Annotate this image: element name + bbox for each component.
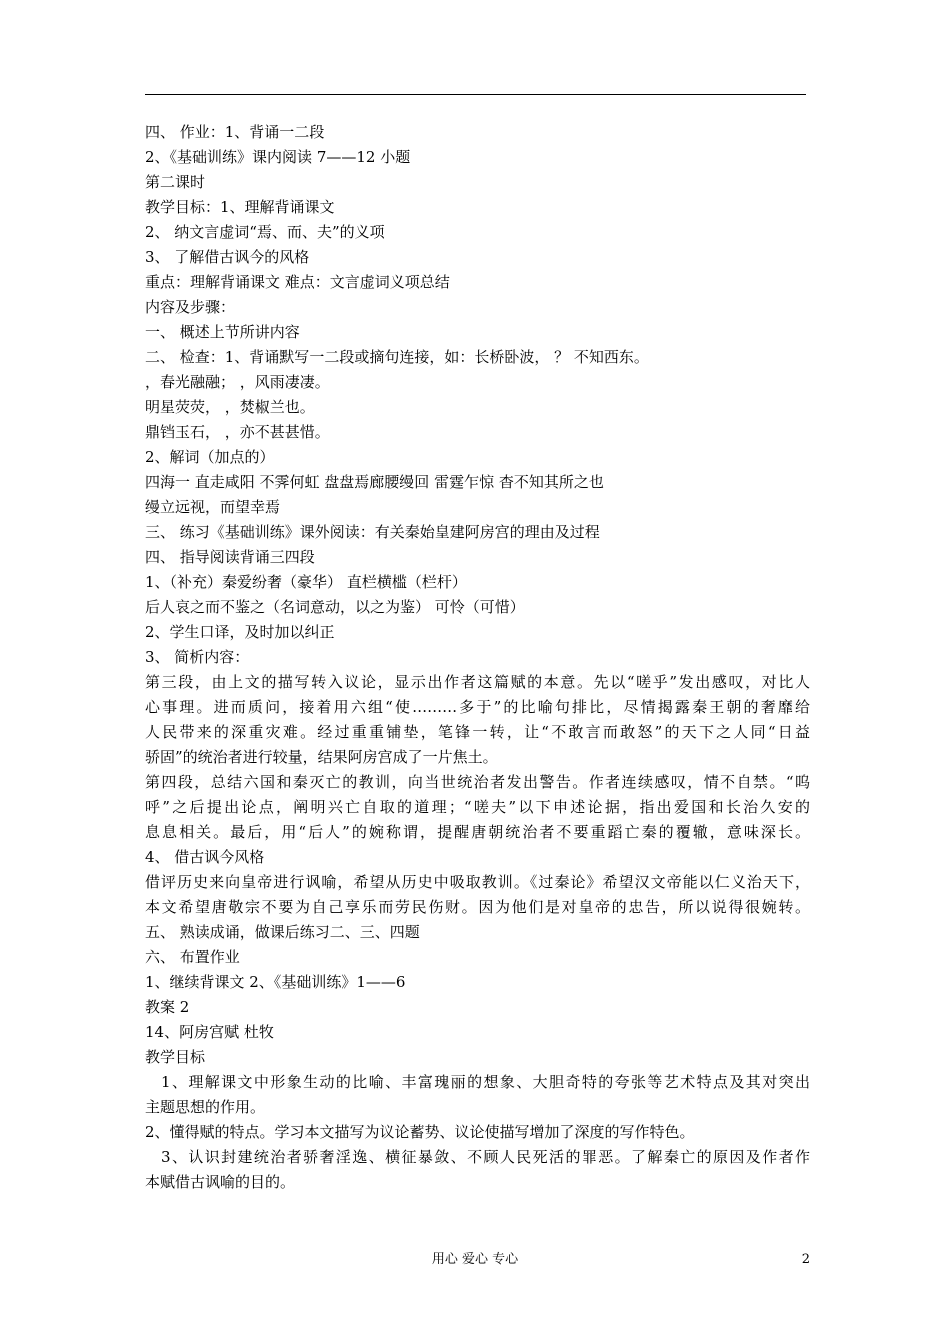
paragraph-line: 心事理。进而质问，接着用六组“使………多于”的比喻句排比，尽情揭露秦王朝的奢靡给 [145,698,810,716]
text-line: 明星荧荧， ，焚椒兰也。 [145,398,315,416]
text-line: 四、 指导阅读背诵三四段 [145,548,315,566]
text-line: 教学目标：1、理解背诵课文 [145,198,335,216]
paragraph-section-3 [145,670,810,770]
text-line: 四海一 直走咸阳 不霁何虹 盘盘焉廊腰缦回 雷霆乍惊 杳不知其所之也 [145,473,604,491]
text-line: 1、（补充）秦爱纷奢（豪华） 直栏横槛（栏杆） [145,573,467,591]
text-line: 二、 检查：1、背诵默写一二段或摘句连接，如：长桥卧波， ？ 不知西东。 [145,348,649,366]
footer-motto: 用心 爱心 专心 [431,1252,519,1267]
paragraph-line: 息息相关。最后，用“后人”的婉称谓，提醒唐朝统治者不要重蹈亡秦的覆辙，意味深长。 [145,823,810,841]
text-line: 鼎铛玉石， ，亦不甚甚惜。 [145,423,330,441]
paragraph-line: 主题思想的作用。 [145,1098,266,1116]
paragraph-line: 第四段，总结六国和秦灭亡的教训，向当世统治者发出警告。作者连续感叹，情不自禁。“呜 [145,773,810,791]
paragraph-line: 人民带来的深重灾难。经过重重铺垫，笔锋一转，让“不敢言而敢怒”的天下之人同“日益 [145,723,810,741]
text-line: 五、 熟读成诵，做课后练习二、三、四题 [145,923,420,941]
section-title: 第二课时 [145,173,206,191]
objective-2: 2、懂得赋的特点。学习本文描写为议论蓄势、议论使描写增加了深度的写作特色。 [145,1123,695,1141]
paragraph-line: 本文希望唐敬宗不要为自己享乐而劳民伤财。因为他们是对皇帝的忠告，所以说得很婉转。 [145,898,810,916]
document-body [145,120,810,1195]
text-line: 四、 作业：1、背诵一二段 [145,123,325,141]
text-line: 后人哀之而不鉴之（名词意动，以之为鉴） 可怜（可惜） [145,598,525,616]
paragraph-section-4 [145,770,810,845]
text-line: 重点：理解背诵课文 难点：文言虚词义项总结 [145,273,450,291]
paragraph-line: 呼”之后提出论点，阐明兴亡自取的道理；“嗟夫”以下申述论据，指出爱国和长治久安的 [145,798,810,816]
paragraph-line: 1、理解课文中形象生动的比喻、丰富瑰丽的想象、大胆奇特的夸张等艺术特点及其对突出 [161,1073,810,1091]
text-line: 2、学生口译，及时加以纠正 [145,623,335,641]
text-line: 4、 借古讽今风格 [145,848,265,866]
lesson-title: 14、阿房宫赋 杜牧 [145,1023,274,1041]
paragraph-line: 骄固”的统治者进行较量，结果阿房宫成了一片焦土。 [145,748,498,766]
text-line: 1、继续背课文 2、《基础训练》1——6 [145,973,406,991]
text-line: ，春光融融； ，风雨凄凄。 [145,373,330,391]
text-line: 2、《基础训练》课内阅读 7——12 小题 [145,148,411,166]
paragraph-style [145,870,810,920]
text-line: 3、 了解借古讽今的风格 [145,248,310,266]
text-line: 2、 纳文言虚词“焉、而、夫”的义项 [145,223,385,241]
text-line: 缦立远视，而望幸焉 [145,498,281,516]
paragraph-line: 第三段，由上文的描写转入议论，显示出作者这篇赋的本意。先以“嗟乎”发出感叹，对比人 [145,673,810,691]
text-line: 一、 概述上节所讲内容 [145,323,300,341]
objective-3 [145,1145,810,1195]
paragraph-line: 借评历史来向皇帝进行讽喻，希望从历史中吸取教训。《过秦论》希望汉文帝能以仁义治天下， [145,873,810,891]
paragraph-line: 本赋借古讽喻的目的。 [145,1173,296,1191]
header-rule [145,94,806,95]
text-line: 内容及步骤： [145,298,236,316]
paragraph-line: 3、认识封建统治者骄奢淫逸、横征暴敛、不顾人民死活的罪恶。了解秦亡的原因及作者作 [161,1148,810,1166]
objective-1 [145,1070,810,1120]
text-line: 2、解词（加点的） [145,448,275,466]
page-number: 2 [801,1252,810,1267]
section-title: 教案 2 [145,998,190,1016]
text-line: 教学目标 [145,1048,206,1066]
text-line: 3、 简析内容： [145,648,250,666]
text-line: 三、 练习《基础训练》课外阅读：有关秦始皇建阿房宫的理由及过程 [145,523,600,541]
text-line: 六、 布置作业 [145,948,240,966]
page-footer [0,1250,950,1270]
